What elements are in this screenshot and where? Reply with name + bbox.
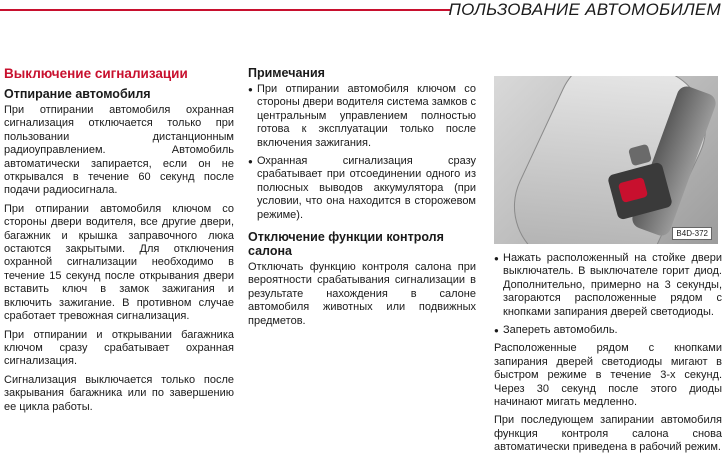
step-item: ● Запереть автомобиль.	[494, 324, 722, 337]
paragraph: Расположенные рядом с кнопками запирания дверей светодиоды мигают в быстром режиме в течение 3-х секунд. Через 30 секунд после этого диоды начинают мигать медленно.	[494, 342, 722, 409]
column-right	[494, 76, 722, 460]
section-title: Выключение сигнализации	[4, 66, 188, 81]
header-rule	[0, 9, 450, 11]
paragraph: При отпирании и открывании багажника ключом сразу срабатывает охранная сигнализация.	[4, 328, 234, 368]
column-left	[4, 66, 234, 419]
door-switch-photo	[494, 76, 718, 244]
notes-title: Примечания	[248, 66, 325, 80]
column-middle	[248, 66, 476, 333]
page-header-title: ПОЛЬЗОВАНИЕ АВТОМОБИЛЕМ	[448, 0, 721, 19]
paragraph: Сигнализация выключается только после закрывания багажника или по завершению ее цикла работы.	[4, 373, 234, 413]
subsection-title: Отпирание автомобиля	[4, 87, 151, 101]
note-item: ● Охранная сигнализация сразу срабатывает при отсоединении одного из полюсных выводов аккумулятора (при условии, что она находится в сторожевом режиме).	[248, 155, 476, 222]
paragraph: При последующем запирании автомобиля функция контроля салона снова автоматически приведена в рабочий режим.	[494, 414, 722, 454]
note-item: ● При отпирании автомобиля ключом со стороны двери водителя система замков с центральным управлением полностью готова к эксплуатации только после включения зажигания.	[248, 83, 476, 150]
interior-monitoring-text: Отключать функцию контроля салона при вероятности срабатывания сигнализации в результате нахождения в салоне автомобиля животных или подвижных предметов.	[248, 261, 476, 327]
interior-monitoring-title: Отключение функции контроля салона	[248, 230, 444, 259]
paragraph: При отпирании автомобиля ключом со стороны двери водителя, все другие двери, багажник и крышка заправочного люка остаются закрытыми. Для отключения охранной сигнализации необходимо в течение 15 секунд после открывания двери вставить ключ в замок зажигания и включить зажигание. В противном случае сработает тревожная сигнализация.	[4, 202, 234, 323]
step-item: ● Нажать расположенный на стойке двери выключатель. В выключателе горит диод. Дополнительно, примерно на 3 секунды, загораются расположенные рядом с кнопками запирания дверей светодиоды.	[494, 252, 722, 319]
paragraph: При отпирании автомобиля охранная сигнализация отключается только при пользовании дистанционным радиоуправлением. Автомобиль автоматически запирается, если он не открывался в течение 60 секунд после подачи радиосигнала.	[4, 104, 234, 197]
figure-code: B4D-372	[672, 227, 712, 240]
